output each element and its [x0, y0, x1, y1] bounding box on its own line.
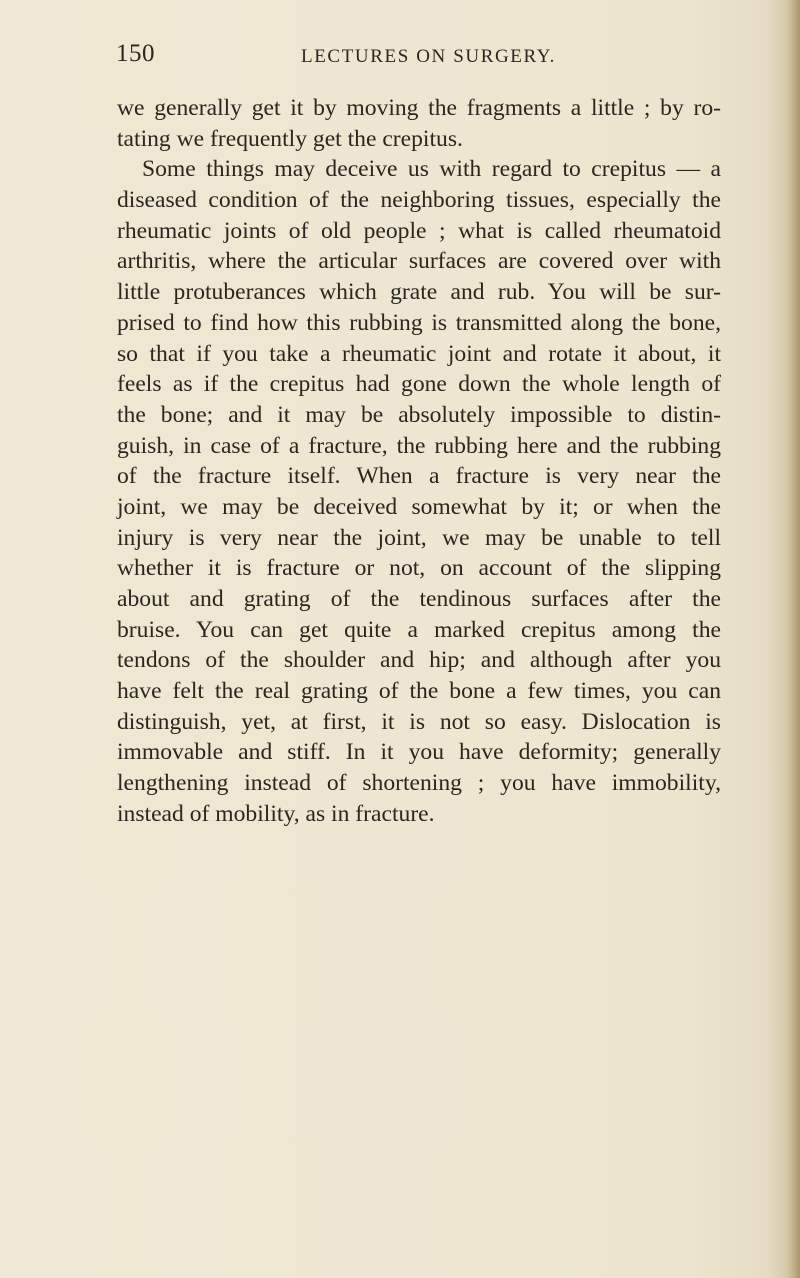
- text-line: arthritis, where the articular surfaces are covered over with: [117, 248, 721, 275]
- page-edge: [786, 0, 800, 1278]
- text-line: lengthening instead of shortening ; you have immobility,: [117, 770, 721, 797]
- text-line: distinguish, yet, at first, it is not so easy. Dislocation is: [117, 708, 721, 735]
- text-line: injury is very near the joint, we may be unable to tell: [117, 524, 721, 551]
- text-line: we generally get it by moving the fragments a little ; by ro-: [117, 95, 721, 121]
- text-line: the bone; and it may be absolutely impossible to distin-: [117, 401, 721, 428]
- text-line: so that if you take a rheumatic joint and rotate it about, it: [117, 340, 721, 367]
- text-line: rheumatic joints of old people ; what is called rheumatoid: [117, 217, 721, 244]
- text-line: Some things may deceive us with regard to crepitus — a: [142, 156, 721, 183]
- text-line: diseased condition of the neighboring tissues, especially the: [117, 187, 721, 214]
- text-line: joint, we may be deceived somewhat by it; or when the: [117, 493, 721, 520]
- text-line: have felt the real grating of the bone a few times, you can: [117, 678, 721, 705]
- text-line: little protuberances which grate and rub. You will be sur-: [117, 279, 721, 306]
- text-line: tendons of the shoulder and hip; and although after you: [117, 647, 721, 674]
- text-line: whether it is fracture or not, on account of the slipping: [117, 555, 721, 582]
- text-line: about and grating of the tendinous surfaces after the: [117, 586, 721, 612]
- running-head: LECTURES ON SURGERY.: [301, 46, 556, 67]
- page-number: 150: [116, 40, 155, 67]
- text-line: feels as if the crepitus had gone down the whole length of: [117, 371, 721, 398]
- text-line: immovable and stiff. In it you have deformity; generally: [117, 739, 721, 766]
- text-line: bruise. You can get quite a marked crepitus among the: [117, 616, 721, 643]
- text-line: tating we frequently get the crepitus.: [117, 125, 463, 152]
- text-line: prised to find how this rubbing is transmitted along the bone,: [117, 309, 721, 336]
- body-text: [117, 93, 721, 830]
- text-line: of the fracture itself. When a fracture is very near the: [117, 463, 721, 490]
- text-line: guish, in case of a fracture, the rubbing here and the rubbing: [117, 432, 721, 459]
- text-line: instead of mobility, as in fracture.: [117, 800, 435, 827]
- page-header: [116, 40, 716, 74]
